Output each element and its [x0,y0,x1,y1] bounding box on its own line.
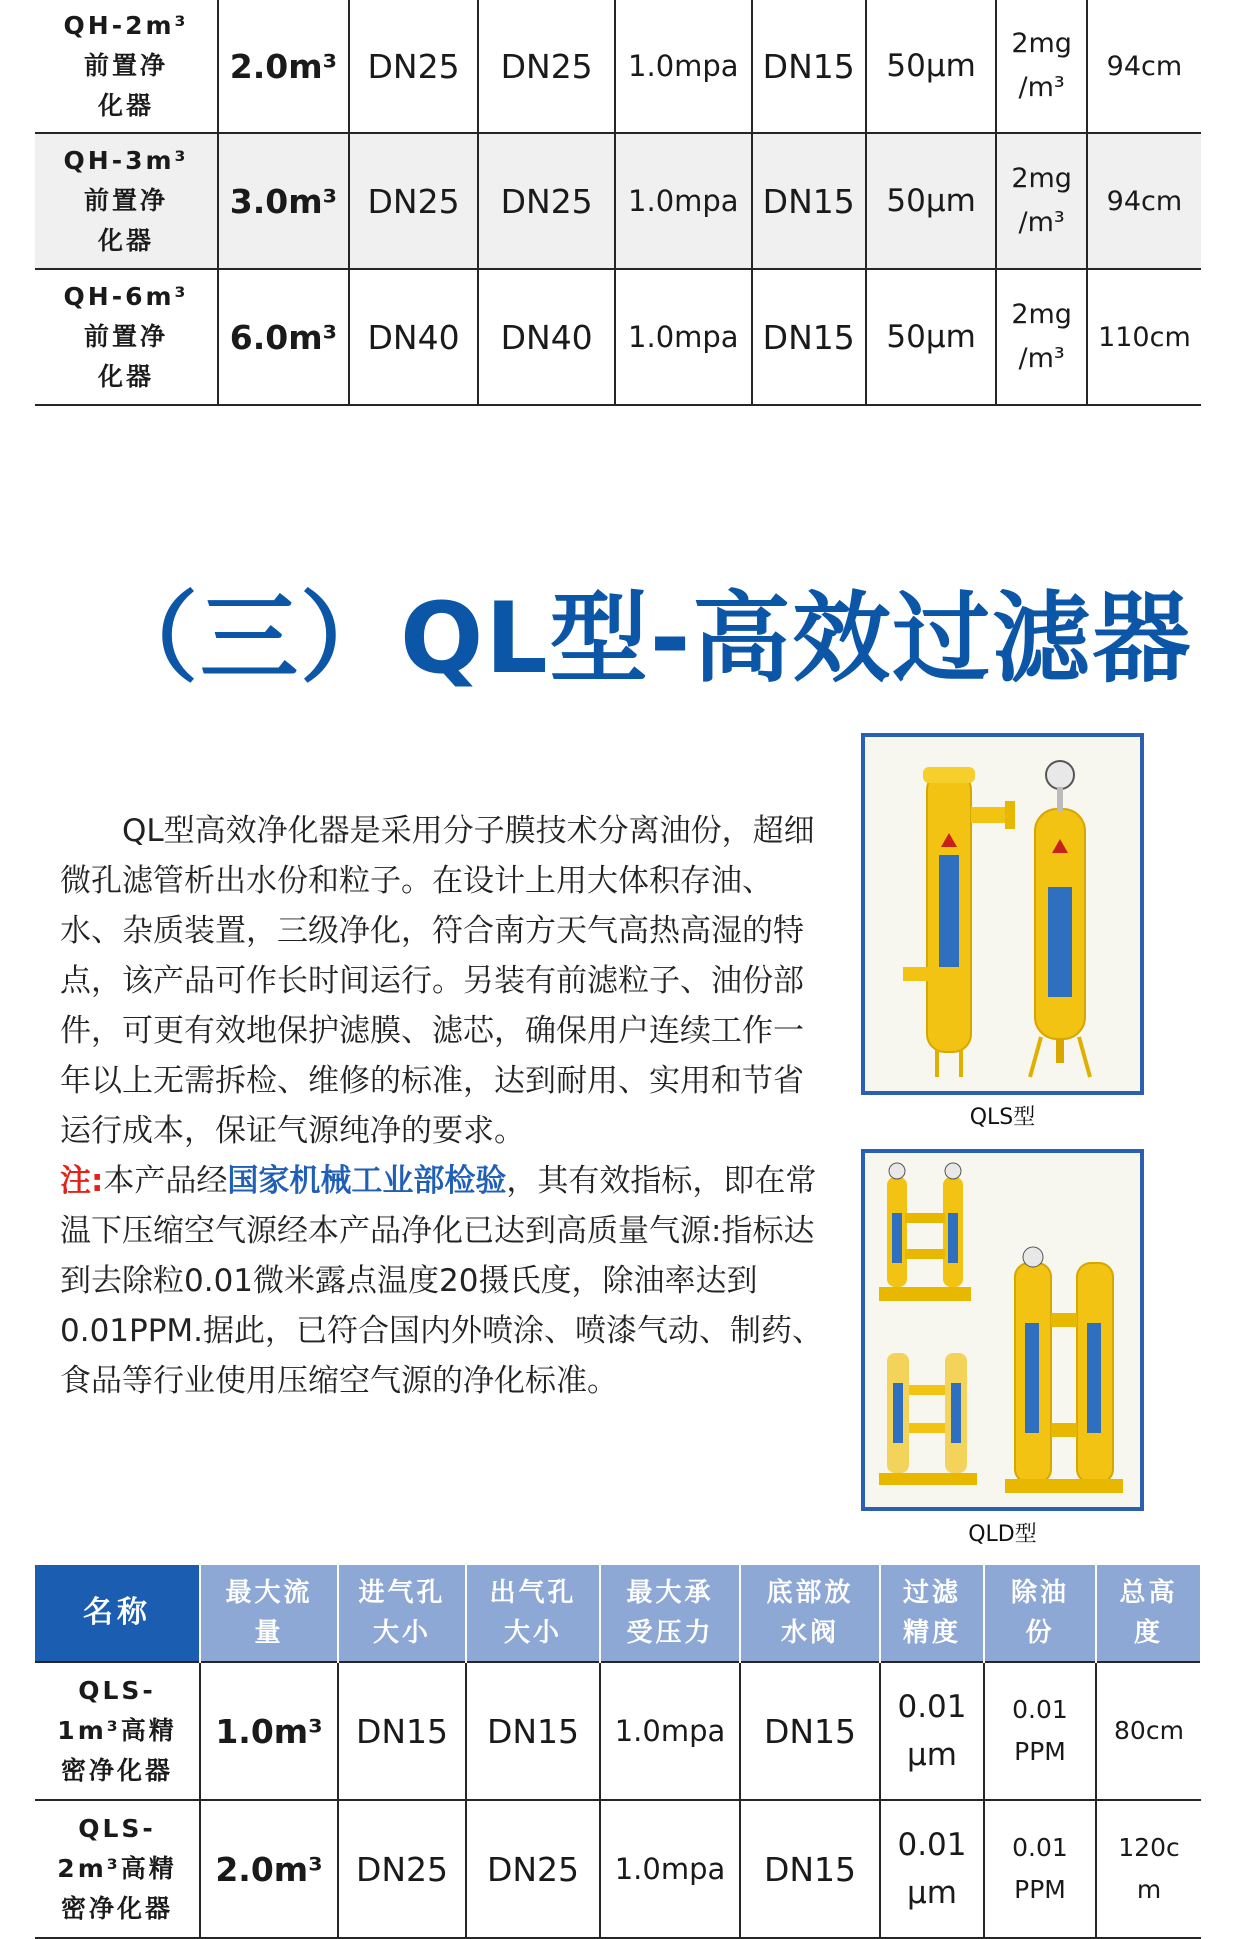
col-header-pressure: 最大承 受压力 [600,1565,740,1662]
max-pressure-cell: 1.0mpa [615,0,752,133]
product-name-cell: QH-6m³ 前置净 化器 [35,269,218,405]
col-header-name: 名称 [35,1565,200,1662]
table-row [35,1662,1201,1800]
product-name-cell: QH-2m³ 前置净 化器 [35,0,218,133]
col-header-inlet: 进气孔 大小 [338,1565,466,1662]
col-header-outlet: 出气孔 大小 [466,1565,600,1662]
max-pressure-cell: 1.0mpa [600,1800,740,1938]
qh-spec-table [35,0,1201,406]
qls-filter-illustration [865,737,1140,1091]
table-row [35,1800,1201,1938]
max-flow-cell: 3.0m³ [218,133,349,269]
outlet-size-cell: DN40 [478,269,615,405]
col-header-drain: 底部放 水阀 [740,1565,880,1662]
outlet-size-cell: DN15 [466,1662,600,1800]
inlet-size-cell: DN40 [349,269,479,405]
drain-valve-cell: DN15 [740,1800,880,1938]
note-label: 注: [60,1163,104,1199]
max-flow-cell: 6.0m³ [218,269,349,405]
total-height-cell: 94cm [1106,50,1183,82]
table-row [35,133,1201,269]
max-flow-cell: 1.0m³ [200,1662,338,1800]
max-flow-cell: 2.0m³ [200,1800,338,1938]
qld-filter-illustration [865,1153,1140,1507]
description-paragraph: QL型高效净化器是采用分子膜技术分离油份，超细微孔滤管析出水份和粒子。在设计上用大体积存油、水、杂质装置，三级净化，符合南方天气高热高湿的特点，该产品可作长时间运行。另装有前滤粒子、油份部件，可更有效地保护滤膜、滤芯，确保用户连续工作一年以上无需拆检、维修的标准，达到耐用、实用和节省运行成本，保证气源纯净的要求。 [60,813,815,1149]
total-height-cell: 120c m [1118,1833,1180,1904]
qls-spec-table [35,1565,1202,1939]
drain-valve-cell: DN15 [752,0,866,133]
inlet-size-cell: DN15 [338,1662,466,1800]
table-header-row [35,1565,1201,1662]
inlet-size-cell: DN25 [349,0,479,133]
qls-photo-caption: QLS型 [969,1105,1036,1130]
oil-content-cell: 2mg /m³ [996,133,1086,269]
section-title: （三）QL型-高效过滤器 [100,582,1193,696]
oil-content-cell: 2mg /m³ [996,0,1086,133]
product-name-cell: QH-3m³ 前置净 化器 [35,133,218,269]
filter-precision-cell: 50μm [866,0,997,133]
filter-precision-cell: 0.01 μm [880,1662,984,1800]
filter-precision-cell: 50μm [866,133,997,269]
max-pressure-cell: 1.0mpa [600,1662,740,1800]
col-header-oil: 除油 份 [984,1565,1096,1662]
product-name-cell: QLS- 1m³高精 密净化器 [35,1662,200,1800]
max-flow-cell: 2.0m³ [218,0,349,133]
filter-precision-cell: 0.01 μm [880,1800,984,1938]
oil-content-cell: 0.01 PPM [984,1800,1096,1938]
drain-valve-cell: DN15 [752,133,866,269]
max-pressure-cell: 1.0mpa [615,133,752,269]
col-header-precision: 过滤 精度 [880,1565,984,1662]
outlet-size-cell: DN25 [466,1800,600,1938]
col-header-height: 总高 度 [1096,1565,1201,1662]
product-description [60,806,830,1406]
qls-product-photo [861,733,1144,1095]
oil-content-cell: 0.01 PPM [984,1662,1096,1800]
filter-precision-cell: 50μm [866,269,997,405]
drain-valve-cell: DN15 [740,1662,880,1800]
outlet-size-cell: DN25 [478,0,615,133]
inspection-note [60,1156,830,1406]
note-text-pre: 本产品经 [103,1163,228,1199]
qld-photo-caption: QLD型 [968,1522,1037,1547]
inlet-size-cell: DN25 [349,133,479,269]
qld-product-photo [861,1149,1144,1511]
note-text-post: ，其有效指标，即在常温下压缩空气源经本产品净化已达到高质量气源:指标达到去除粒0.01微米露点温度20摄氏度，除油率达到0.01PPM.据此，已符合国内外喷涂、喷漆气动、制药、食品等行业使用压缩空气源的净化标准。 [60,1163,824,1399]
product-name-cell: QLS- 2m³高精 密净化器 [35,1800,200,1938]
total-height-cell: 80cm [1114,1716,1184,1745]
oil-content-cell: 2mg /m³ [996,269,1086,405]
total-height-cell: 110cm [1098,321,1191,353]
note-organization: 国家机械工业部检验 [227,1163,507,1199]
max-pressure-cell: 1.0mpa [615,269,752,405]
drain-valve-cell: DN15 [752,269,866,405]
outlet-size-cell: DN25 [478,133,615,269]
col-header-max-flow: 最大流 量 [200,1565,338,1662]
table-row [35,269,1201,405]
inlet-size-cell: DN25 [338,1800,466,1938]
total-height-cell: 94cm [1106,185,1183,217]
table-row [35,0,1201,133]
